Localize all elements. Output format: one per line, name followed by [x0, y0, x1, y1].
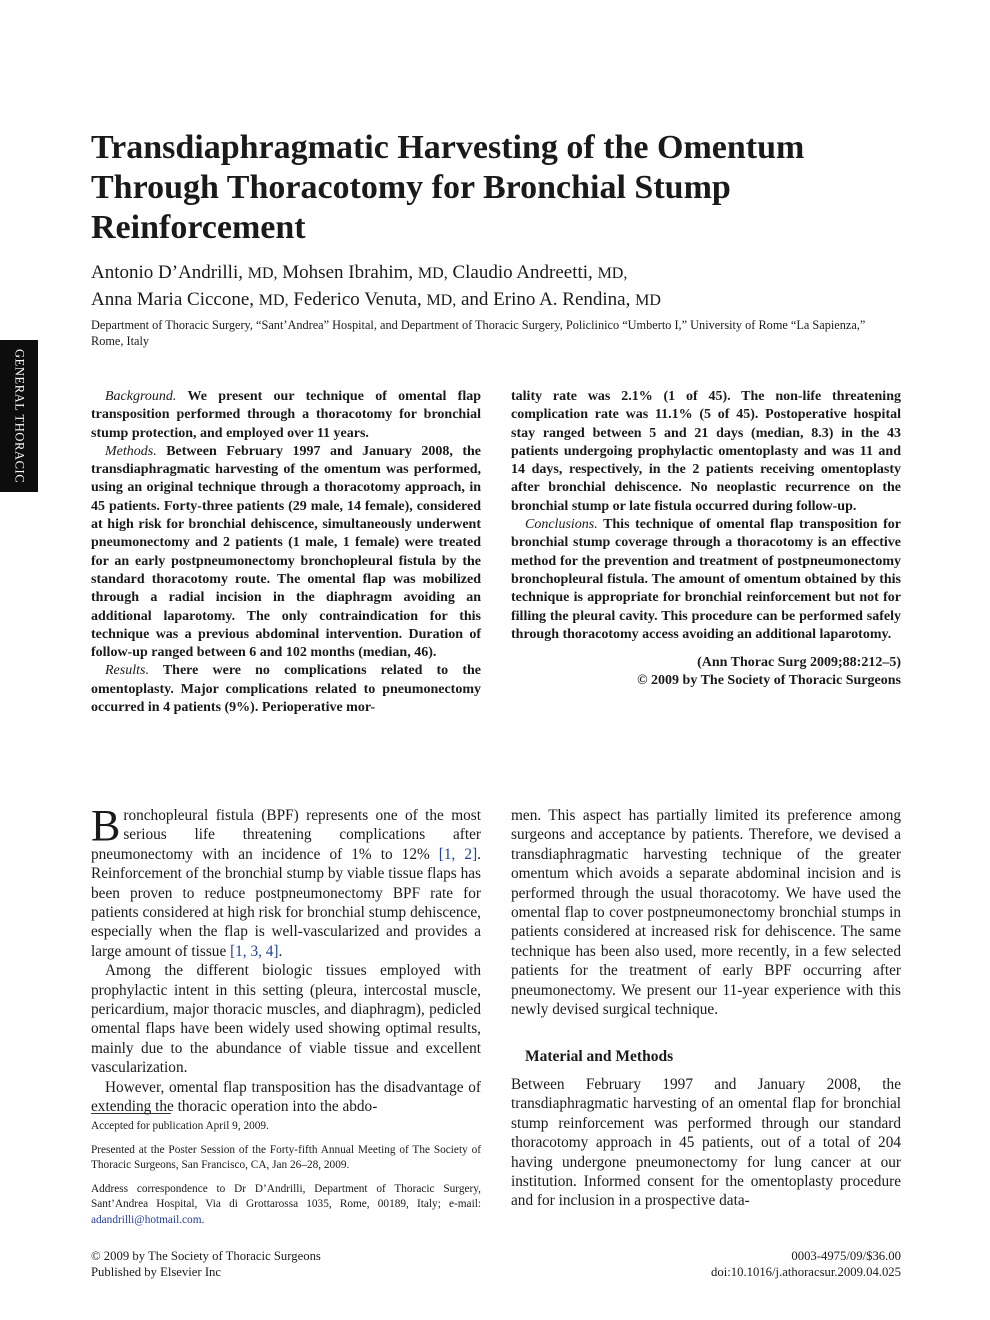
footer-doi: doi:10.1016/j.athoracsur.2009.04.025	[711, 1264, 901, 1279]
journal-citation: (Ann Thorac Surg 2009;88:212–5) © 2009 by The Society of Thoracic Surgeons	[637, 655, 901, 689]
reference-link[interactable]: [1, 3, 4]	[230, 942, 279, 960]
author: Antonio D’Andrilli, MD,	[91, 262, 278, 283]
abstract-background: Background. We present our technique of omental flap transposition performed through a thoracotomy for bronchial stump protection, and employed over 11 years.	[91, 389, 482, 441]
abstract-results-continued: tality rate was 2.1% (1 of 45). The non-life threatening complication rate was 11.1% (5 of 45). Postoperative hospital stay ranged between 5 and 21 days (median, 8.3) in the 43 patients undergoing prophylactic omentoplasty and was 11 and 14 days, respectively, in the 2 patients receiving omentoplasty after bronchial dehiscence. No neoplastic recurrence on the bronchial stump or late fistula occurred during follow-up.	[511, 389, 901, 514]
abstract-left-column	[91, 388, 481, 717]
article-title: Transdiaphragmatic Harvesting of the Omentum Through Thoracotomy for Bronchial Stump Reinforcement	[91, 129, 805, 246]
footer-left	[91, 1249, 321, 1280]
reference-link[interactable]: [1, 2]	[438, 845, 478, 863]
footnote-divider	[91, 1113, 171, 1114]
drop-cap: B	[91, 801, 121, 850]
body-left-column	[91, 801, 481, 1117]
side-tab-label: GENERAL THORACIC	[12, 348, 27, 484]
abstract-methods: Methods. Between February 1997 and January 2008, the transdiaphragmatic harvesting of the omentum was performed, using an original technique through a thoracotomy approach, in 45 patients. Forty-three patients (29 male, 14 female), considered at high risk for bronchial dehiscence, simultaneously underwent pneumonectomy and 2 patients (1 male, 1 female) were treated for an early postpneumonectomy bronchopleural fistula by the standard thoracotomy route. The omental flap was mobilized through a radial incision in the diaphragm avoiding an additional laparotomy. The only contraindication for this technique was a previous abdominal intervention. Duration of follow-up ranged between 6 and 102 months (median, 46).	[91, 443, 482, 661]
footer-publisher: Published by Elsevier Inc	[91, 1264, 222, 1279]
body-paragraph: Among the different biologic tissues employed with prophylactic intent in this setting (pleura, intercostal muscle, pericardium, major thoracic muscles, and diaphragm), pedicled omental flaps have been widely used showing optimal results, mainly due to the abundance of viable tissue and excellent vascularization.	[91, 962, 481, 1077]
author: and Erino A. Rendina, MD	[460, 289, 661, 310]
abstract-results: Results. There were no complications related to the omentoplasty. Major complications related to pneumonectomy occurred in 4 patients (9%). Perioperative mor-	[91, 663, 481, 716]
footer-copyright: © 2009 by The Society of Thoracic Surgeons	[91, 1249, 321, 1263]
author: Anna Maria Ciccone, MD,	[91, 289, 289, 310]
body-paragraph: However, omental flap transposition has the disadvantage of extending the thoracic operation into the abdo-	[91, 1078, 481, 1116]
footer-right	[711, 1249, 901, 1280]
body-right-column	[511, 806, 901, 1211]
abstract-conclusions: Conclusions. This technique of omental flap transposition for bronchial stump coverage through a thoracotomy is an effective method for the prevention and treatment of postpneumonectomy bronchopleural fistula. The amount of omentum obtained by this technique is appropriate for bronchial reinforcement but not for filling the pleural cavity. This procedure can be performed safely through thoracotomy access avoiding an additional laparotomy.	[511, 517, 901, 642]
author: Claudio Andreetti, MD,	[452, 262, 628, 283]
intro-paragraph: Bronchopleural fistula (BPF) represents one of the most serious life threatening complications after pneumonectomy with an incidence of 1% to 12% [1, 2]. Reinforcement of the bronchial stump by viable tissue flaps has been proven to reduce postpneumonectomy BPF rate for patients considered at high risk for bronchial stump dehiscence, especially when the flap is well-vascularized and provides a large amount of tissue [1, 3, 4].	[91, 801, 481, 960]
email-link[interactable]: adandrilli@hotmail.com	[91, 1213, 202, 1226]
affiliation: Department of Thoracic Surgery, “Sant’Andrea” Hospital, and Department of Thoracic Surgery, Policlinico “Umberto I,” University of Rome “La Sapienza,” Rome, Italy	[91, 318, 866, 348]
footnotes	[91, 1119, 481, 1236]
footnote-presented: Presented at the Poster Session of the Forty-fifth Annual Meeting of The Society of Thoracic Surgeons, San Francisco, CA, Jan 26–28, 2009.	[91, 1143, 481, 1171]
section-side-tab	[0, 340, 38, 492]
body-paragraph: men. This aspect has partially limited its preference among surgeons and acceptance by patients. Therefore, we devised a transdiaphragmatic harvesting technique of the greater omentum which avoids a separate abdominal incision and is performed through the usual thoracotomy. We have used the omental flap to cover postpneumonectomy bronchial stumps in patients considered at increased risk for dehiscence. The same technique has been also used, more recently, in a few selected patients for the treatment of early BPF occurring after pneumonectomy. We present our 11-year experience with this newly devised surgical technique.	[511, 807, 901, 1019]
author-list	[91, 260, 891, 314]
section-heading: Material and Methods	[525, 1048, 674, 1066]
footnote-accepted: Accepted for publication April 9, 2009.	[91, 1120, 269, 1132]
author: Federico Venuta, MD,	[293, 289, 457, 310]
footer-issn: 0003-4975/09/$36.00	[791, 1249, 901, 1263]
abstract-right-column	[511, 388, 901, 691]
footnote-correspondence: Address correspondence to Dr D’Andrilli, Department of Thoracic Surgery, Sant’Andrea Hospital, Via di Grottarossa 1035, Rome, 00189, Italy; e-mail: adandrilli@hotmail.com.	[91, 1182, 481, 1226]
body-paragraph: Between February 1997 and January 2008, the transdiaphragmatic harvesting of an omental flap for bronchial stump reinforcement was performed through our standard thoracotomy approach in 45 patients, out of a total of 204 having undergone pneumonectomy for lung cancer at our institution. Informed consent for the omentoplasty procedure and for inclusion in a prospective data-	[511, 1075, 901, 1210]
author: Mohsen Ibrahim, MD,	[282, 262, 448, 283]
